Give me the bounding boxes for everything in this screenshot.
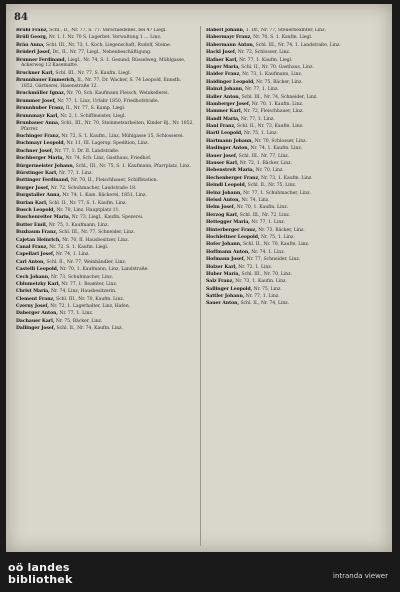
directory-entry: [16, 260, 194, 266]
entry-details: Nr. 72, 1. Lagerhalter, Linz, Hafen.: [50, 304, 131, 310]
directory-entry: [16, 267, 194, 273]
entry-name: Hechenberger Franz,: [206, 175, 260, 181]
directory-entry: [16, 91, 194, 97]
directory-entry: [206, 191, 384, 197]
page-number: 84: [14, 12, 28, 23]
entry-name: Heindl Leopold,: [206, 183, 247, 189]
entry-name: Buchmayr Leopold,: [16, 141, 66, 147]
entry-name: Haslinger Anton,: [206, 146, 250, 152]
directory-entry: [16, 178, 194, 184]
directory-entry: [206, 80, 384, 86]
entry-details: Nr. 75, 1. Linz.: [243, 131, 278, 137]
entry-name: Hofer Johann,: [206, 242, 242, 248]
entry-details: Nr. 70, Linz, Hauptplatz 11.: [56, 207, 120, 213]
directory-entry: [16, 230, 194, 236]
entry-name: Haberl Johann,: [206, 28, 245, 33]
entry-name: Burian Karl,: [16, 200, 48, 206]
directory-entry: [206, 35, 384, 41]
entry-name: Hackl Josef,: [206, 50, 237, 56]
entry-name: Busch Leopold,: [16, 207, 55, 213]
directory-entry: [16, 319, 194, 325]
entry-name: Bürstinger Karl,: [16, 171, 58, 177]
entry-name: Brunnbauer Emmerich,: [16, 78, 76, 84]
entry-name: Clement Franz,: [16, 296, 55, 302]
entry-details: Nr. 73, Schuhmacher, Linz.: [50, 274, 113, 280]
entry-details: Nr. 72, 1. Linz.: [238, 264, 273, 270]
entry-name: Bürgermeister Johann,: [16, 163, 75, 169]
entry-name: Buttinger Ferdinand,: [16, 178, 70, 184]
directory-entry: [206, 109, 384, 115]
entry-name: Hoffmann Anton,: [206, 249, 250, 255]
entry-details: II., Nr. 77, Dr. Wacker, S. 74 Leopold, Ennsth. 1852, Gärtnerei, Hasenstraße 12.: [21, 78, 182, 89]
directory-entry: [16, 282, 194, 288]
entry-details: Schl. III., Nr. 74, Schneider, Linz.: [241, 94, 318, 100]
entry-details: Schl. II., Nr. 74, Linz.: [240, 301, 290, 307]
entry-details: Nr. 73, 1. Kaufmann, Linz.: [242, 72, 303, 78]
directory-entry: [16, 252, 194, 258]
entry-details: Nr. 1. I. Nr. 70 S. Lagerbet. Verwaltung 1 … Linz.: [48, 35, 162, 41]
entry-details: Nr. 70, 1. Kaufmann, Linz, Landstraße.: [59, 267, 149, 273]
entry-name: Sattler Johann,: [206, 294, 245, 300]
directory-entry: [206, 131, 384, 137]
entry-details: Nr. 74, 1. Kaufm. Linz.: [250, 146, 303, 152]
entry-details: Schl., III., Nr. 70, Steinmetzarbeiten, Kinder Bj., Nr. 1852, Pfarrer.: [21, 120, 194, 132]
entry-name: Dachauer Karl,: [16, 318, 55, 324]
entry-name: Brummer Josef,: [16, 98, 56, 104]
entry-name: Buchberger Maria,: [16, 156, 65, 162]
directory-entry: [16, 156, 194, 162]
entry-details: Nr. 77, Schneider, Linz.: [246, 257, 301, 263]
entry-name: Haider Franz,: [206, 72, 241, 78]
entry-details: Schl., III., Nr. 75, S. 1. Kaufmann, Pfarrplatz, Linz.: [75, 163, 191, 169]
entry-name: Haller Anton,: [206, 94, 241, 100]
entry-name: Heissl Anton,: [206, 197, 240, 203]
entry-name: Hager Maria,: [206, 64, 240, 70]
entry-details: 1. Dr., Nr. 77, Steuerbeamter, Linz.: [245, 28, 326, 33]
directory-entry: [206, 50, 384, 56]
entry-details: Nr. 75, Linz.: [253, 286, 282, 292]
entry-details: Nr. 77, 1. Dr. II. Landstraße.: [54, 148, 120, 154]
entry-details: Nr. 70, II. Hausbesitzer, Linz.: [62, 237, 129, 243]
directory-entry: [206, 235, 384, 241]
directory-entry: [206, 43, 384, 49]
entry-name: Bruckner Karl,: [16, 70, 54, 76]
directory-entry: [206, 294, 384, 300]
entry-name: Hofmann Josef,: [206, 257, 246, 263]
entry-name: Buchner Josef,: [16, 148, 54, 154]
directory-entry: [206, 301, 384, 307]
entry-name: Huber Maria,: [206, 271, 241, 277]
entry-details: Nr. 77, 1. Schuhmacher, Linz.: [243, 190, 311, 196]
entry-details: Nr. 70, 1. Kaufm. Linz.: [251, 101, 304, 107]
directory-entry: [206, 146, 384, 152]
entry-details: Nr. 72, S. 1. Kaufm., Linz, Mühlgasse 15, Schlosserei.: [61, 134, 184, 140]
entry-name: Sauer Anton,: [206, 301, 240, 307]
directory-entry: [206, 139, 384, 145]
entry-name: Castelli Leopold,: [16, 267, 59, 273]
entry-details: Nr. 75, 1. Kaufmann, Linz.: [48, 222, 109, 228]
entry-name: Buchinger Franz,: [16, 134, 60, 140]
directory-entry: [16, 28, 194, 34]
entry-details: Nr. 72, Fleischhauer, Linz.: [243, 109, 304, 115]
directory-entry: [206, 102, 384, 108]
entry-name: Hauer Josef,: [206, 153, 238, 159]
entry-details: Schl. III., Nr. 77, Schneider, Linz.: [58, 230, 135, 236]
entry-name: Bruckmüller Ignaz,: [16, 91, 66, 97]
entry-details: Schl. II., Nr. 77, S. 1. Kaufm. Linz.: [48, 200, 127, 206]
entry-details: Nr. 74, 1. Kam. Bäckerei, 1851, Linz.: [62, 193, 147, 199]
entry-details: Schl. III., Nr. 73, 1. Koch, Liegenschaft, Rudolf, Steine.: [45, 42, 172, 48]
directory-entry: [16, 50, 194, 56]
directory-entry: [206, 124, 384, 130]
directory-entry: [206, 117, 384, 123]
directory-entry: [206, 272, 384, 278]
entry-name: Hettegger Maria,: [206, 220, 250, 226]
entry-details: Nr. 73, 1. Kaufm. Linz.: [260, 175, 313, 181]
entry-name: Hafner Karl,: [206, 57, 238, 63]
viewer-footer: [0, 552, 400, 592]
entry-name: Brunbauer Anna,: [16, 120, 60, 126]
entry-details: Nr. 73, Bäcker, Linz.: [258, 227, 305, 233]
directory-entry: [206, 213, 384, 219]
directory-entry: [16, 43, 194, 49]
entry-details: Schl., II., Nr. 77, S. 77. Verschiedenes, bei 47 Liegl.: [49, 28, 167, 33]
directory-entry: [206, 58, 384, 64]
entry-details: Nr. 72, Schuhmacher, Landstraße 18.: [50, 185, 137, 191]
entry-details: Schl. II., Nr. 70, Gasthaus, Linz.: [241, 64, 314, 70]
directory-entry: [16, 114, 194, 120]
entry-name: Holzer Karl,: [206, 264, 237, 270]
entry-name: Hochleitner Leopold,: [206, 234, 260, 240]
directory-entry: [16, 215, 194, 221]
directory-entry: [16, 78, 194, 90]
entry-details: Nr. 77, 1. Linz.: [251, 220, 286, 226]
entry-details: Nr. 70, S. 1. Kaufm. Liegl.: [253, 35, 313, 41]
entry-name: Burgstaller Anna,: [16, 193, 61, 199]
directory-entry: [206, 72, 384, 78]
directory-entry: [16, 164, 194, 170]
directory-entry: [206, 198, 384, 204]
entry-details: Nr. 72, Schlosser, Linz.: [237, 50, 291, 56]
entry-name: Sallinger Leopold,: [206, 286, 253, 292]
entry-name: Brüll Georg,: [16, 35, 48, 41]
entry-details: Nr. 77, 1. Linz, Urfahr 1850, Friedhofstraße.: [57, 98, 160, 104]
entry-details: Nr. 70, Sch. Kaufmann Fleisch, Weinkellerei.: [66, 91, 169, 97]
entry-name: Brühl Franz,: [16, 28, 48, 33]
directory-entry: [206, 28, 384, 34]
directory-entry: [16, 106, 194, 112]
entry-name: Buxbaum Franz,: [16, 230, 58, 236]
entry-details: Nr. 74, Sch. Linz, Gasthaus, Friedhof.: [65, 156, 152, 162]
entry-name: Habermayr Franz,: [206, 35, 252, 41]
entry-details: Schl. II., Nr. 73, Kaufm. Linz.: [237, 124, 304, 130]
logo-line-2: bibliothek: [8, 573, 73, 586]
entry-name: Hartmann Johann,: [206, 138, 254, 144]
directory-entry: [16, 223, 194, 229]
entry-name: Hamberger Josef,: [206, 101, 251, 107]
entry-name: Hanl Franz,: [206, 124, 236, 130]
directory-entry: [206, 250, 384, 256]
entry-name: Capellari Josef,: [16, 252, 55, 258]
entry-details: Nr. 77, 1. Linz.: [245, 294, 280, 300]
entry-details: Nr. 75, 1. Linz.: [260, 234, 295, 240]
entry-details: Nr. 77, 1. Kaufm. Liegl.: [239, 57, 293, 63]
entry-name: Heinz Johann,: [206, 190, 242, 196]
entry-details: Nr. 70, II., Fleischhauer, Schiffstation.: [70, 178, 158, 184]
entry-details: Schl. II., Nr. 74, Kaufm. Linz.: [56, 326, 123, 332]
directory-entry: [16, 208, 194, 214]
entry-name: Dallinger Josef,: [16, 326, 56, 332]
entry-name: Canal Franz,: [16, 244, 48, 250]
entry-details: Nr. 2, 1. Schiffmeister, Liegl.: [60, 113, 126, 119]
entry-name: Brunnmayr Karl,: [16, 113, 59, 119]
entry-name: Christ Maria,: [16, 289, 50, 295]
entry-details: Schl. III., Nr. 72, Linz.: [239, 212, 291, 218]
entry-name: Carl Anton,: [16, 259, 45, 265]
entry-name: Haidinger Leopold,: [206, 79, 255, 85]
entry-name: Cech Johann,: [16, 274, 50, 280]
entry-details: Nr. 72, S. 1. Kaufm. Liegl.: [49, 244, 109, 250]
directory-entry: [206, 279, 384, 285]
directory-entry: [16, 71, 194, 77]
entry-details: Nr. 74, 1. Linz.: [55, 252, 90, 258]
directory-entry: [16, 58, 194, 70]
entry-details: Dr., II., Nr. 77, Liegl., Nebenbeschäftigung.: [52, 50, 152, 56]
directory-entry: [16, 201, 194, 207]
directory-entry: [16, 141, 194, 147]
directory-entry: [206, 87, 384, 93]
entry-details: Nr. 74, Linz, Hausbesitzerin.: [51, 289, 117, 295]
entry-name: Bräu Anna,: [16, 42, 45, 48]
entry-details: Nr. 70, 1. Kaufm. Linz.: [236, 205, 289, 211]
viewer-label: intranda viewer: [333, 572, 388, 580]
directory-entry: [16, 297, 194, 303]
entry-details: Schl. III., Nr. 70, Linz.: [241, 271, 292, 277]
directory-entry: [206, 183, 384, 189]
entry-name: Brunner Ferdinand,: [16, 57, 67, 63]
directory-entry: [16, 171, 194, 177]
directory-entry: [16, 99, 194, 105]
entry-details: Schl. II., Nr. 77, Weinhändler, Linz.: [46, 259, 127, 265]
directory-entry: [206, 161, 384, 167]
document-page: [6, 4, 392, 552]
entry-name: Brunnhuber Franz,: [16, 106, 65, 112]
directory-entry: [16, 275, 194, 281]
entry-name: Chlumetzky Karl,: [16, 281, 60, 287]
entry-name: Helm Josef,: [206, 205, 236, 211]
entry-details: Nr. 73, 1. Kaufm. Linz.: [235, 279, 287, 285]
entry-name: Butter Emil,: [16, 222, 48, 228]
entry-details: Nr. 77, 1. Linz.: [244, 87, 279, 93]
entry-details: Schl. II., Nr. 75, Linz.: [247, 183, 297, 189]
entry-name: Hauser Karl,: [206, 161, 239, 167]
directory-entry: [206, 168, 384, 174]
entry-details: Nr. 77, 1. Linz.: [58, 171, 93, 177]
entry-name: Hartl Leopold,: [206, 131, 243, 137]
entry-details: Schl. III., Nr. 77, Linz.: [238, 153, 290, 159]
library-logo[interactable]: [8, 562, 72, 586]
directory-entry: [16, 304, 194, 310]
directory-entry: [206, 95, 384, 101]
entry-details: Schl. II., Nr. 70, Kaufm. Linz.: [242, 242, 310, 248]
entry-name: Hainzl Johann,: [206, 87, 244, 93]
directory-entry: [16, 245, 194, 251]
entry-details: Schl. III., Nr. 70, Kaufm. Linz.: [56, 296, 125, 302]
directory-entry: [206, 154, 384, 160]
right-column: [206, 28, 384, 548]
entry-name: Hebenstreit Maria,: [206, 168, 255, 174]
directory-entry: [206, 176, 384, 182]
entry-name: Hammer Karl,: [206, 109, 243, 115]
entry-details: Nr. 72, 1. Bäcker, Linz.: [239, 161, 292, 167]
entry-name: Cajetan Heinrich,: [16, 237, 61, 243]
entry-name: Salz Franz,: [206, 279, 234, 285]
directory-entry: [16, 289, 194, 295]
entry-details: Nr. 75, Bäcker, Linz.: [256, 79, 303, 85]
directory-entry: [16, 121, 194, 133]
directory-entry: [16, 134, 194, 140]
entry-name: Burger Josef,: [16, 185, 50, 191]
entry-name: Czerny Josef,: [16, 304, 49, 310]
entry-details: Nr. 70, Schlosser, Linz.: [254, 138, 307, 144]
directory-entry: [206, 65, 384, 71]
entry-details: Nr. 75, Bäcker, Linz.: [55, 318, 103, 324]
left-column: [16, 28, 194, 548]
entry-details: Schl. III., Nr. 74, 1. Landstraße, Linz.: [255, 42, 341, 48]
entry-details: Nr. 74, 1. Linz.: [251, 249, 285, 255]
entry-details: Nr. 77, 1. Beamter, Linz.: [61, 281, 118, 287]
entry-details: Nr. 73, Liegl., Kaufm. Spezerei.: [71, 215, 144, 221]
directory-entry: [206, 257, 384, 263]
directory-entry: [206, 220, 384, 226]
entry-details: II., Nr. 77, S. Kamp. Liegl.: [65, 106, 126, 112]
directory-entry: [206, 287, 384, 293]
entry-details: Nr. 70, Linz.: [255, 168, 284, 174]
directory-entry: [206, 265, 384, 271]
entry-details: Nr. 77, 1. Linz.: [59, 311, 94, 317]
directory-entry: [16, 149, 194, 155]
directory-entry: [16, 238, 194, 244]
entry-details: Nr. 77, 1. Linz.: [240, 116, 275, 122]
directory-entry: [206, 228, 384, 234]
entry-details: Schl. III., Nr. 77, S. Kaufm. Liegl.: [55, 70, 131, 76]
entry-name: Handl Maria,: [206, 116, 240, 122]
entry-name: Habermann Anton,: [206, 42, 255, 48]
directory-entry: [206, 205, 384, 211]
directory-entry: [16, 186, 194, 192]
directory-entry: [16, 35, 194, 41]
entry-details: Liegl., Nr. 74, S. 1. Gesund, Rüsselweg, Mühlgasse, Ackerweg 12 Kasematte.: [21, 57, 186, 69]
entry-name: Herzog Karl,: [206, 212, 239, 218]
entry-name: Daberger Anton,: [16, 311, 58, 317]
directory-entry: [16, 193, 194, 199]
logo-line-1: oö landes: [8, 561, 70, 574]
entry-name: Brüderl Josef,: [16, 50, 52, 56]
directory-entry: [16, 326, 194, 332]
entry-details: Nr. 11, III. Lagersp. Spedition, Linz.: [66, 141, 149, 147]
column-divider: [200, 26, 201, 546]
directory-entry: [206, 242, 384, 248]
entry-name: Buschenreiter Maria,: [16, 215, 71, 221]
entry-details: Nr. 74, Linz.: [241, 197, 270, 203]
entry-name: Hinterberger Franz,: [206, 227, 257, 233]
directory-entry: [16, 311, 194, 317]
